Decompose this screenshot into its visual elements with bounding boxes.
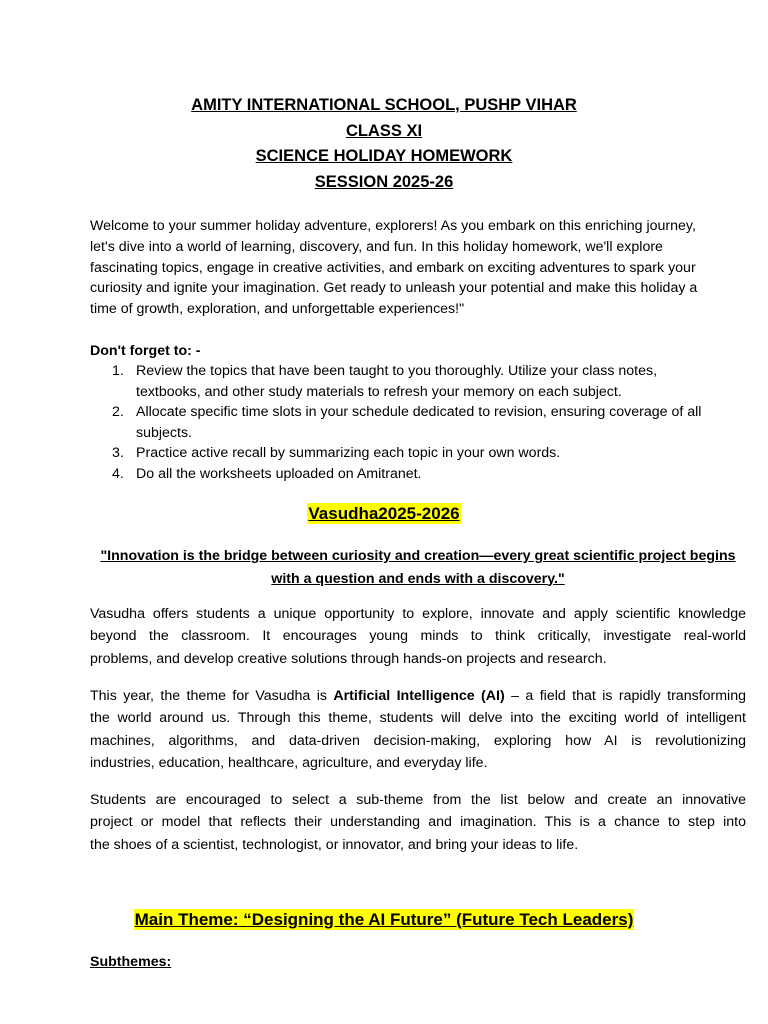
list-item: 4. Do all the worksheets uploaded on Amitranet. <box>112 465 422 482</box>
welcome-line: Welcome to your summer holiday adventure, explorers! As you embark on this enriching journey, <box>90 218 696 234</box>
list-item: 2. Allocate specific time slots in your schedule dedicated to revision, ensuring coverage of all subjects. <box>112 404 702 441</box>
list-item: 3. Practice active recall by summarizing each topic in your own words. <box>112 445 561 462</box>
reminders-list <box>90 361 750 485</box>
homework-title: SCIENCE HOLIDAY HOMEWORK <box>255 147 513 165</box>
session-label: SESSION 2025-26 <box>314 172 454 191</box>
ai-theme-paragraph: This year, the theme for Vasudha is Artificial Intelligence (AI) – a field that is rapidly transforming the world around us. Through this theme, students will delve into the exciting world of intelligent machines, algorithms, and data-driven decision-making, exploring how AI is revolutionizing industries, education, healthcare, agriculture, and everyday life. <box>90 688 746 771</box>
subtheme-instructions-paragraph: Students are encouraged to select a sub-theme from the list below and create an innovative project or model that reflects their understanding and imagination. This is a chance to step into the shoes of a scientist, technologist, or innovator, and bring your ideas to life. <box>90 792 746 853</box>
list-item: 1. Review the topics that have been taught to you thoroughly. Utilize your class notes, textbooks, and other study materials to refresh your memory on each subject. <box>112 363 658 400</box>
welcome-line: curiosity and ignite your imagination. Get ready to unleash your potential and make this holiday a <box>90 280 698 297</box>
innovation-quote: "Innovation is the bridge between curiosity and creation—every great scientific project begins with a question and ends with a discovery." <box>100 548 736 587</box>
school-name: AMITY INTERNATIONAL SCHOOL, PUSHP VIHAR <box>191 96 577 114</box>
class-label: CLASS XI <box>345 121 423 140</box>
subthemes-label: Subthemes: <box>90 954 172 970</box>
reminders-title: Don't forget to: - <box>90 343 201 359</box>
welcome-line: fascinating topics, engage in creative activities, and embark on exciting adventures to spark your <box>90 259 696 276</box>
document-header <box>0 93 768 195</box>
welcome-paragraph <box>90 216 746 320</box>
welcome-line: time of growth, exploration, and unforgettable experiences!" <box>90 301 465 318</box>
vasudha-intro-paragraph: Vasudha offers students a unique opportunity to explore, innovate and apply scientific knowledge beyond the classroom. It encourages young minds to think critically, investigate real-world problems, and develop creative solutions through hands-on projects and research. <box>90 606 746 667</box>
welcome-line: let's dive into a world of learning, discovery, and fun. In this holiday homework, we'll explore <box>90 238 663 255</box>
main-theme-title: Main Theme: “Designing the AI Future” (Future Tech Leaders) <box>134 910 634 929</box>
vasudha-title: Vasudha2025-2026 <box>308 504 460 523</box>
ai-theme-bold: Artificial Intelligence (AI) <box>333 688 505 704</box>
